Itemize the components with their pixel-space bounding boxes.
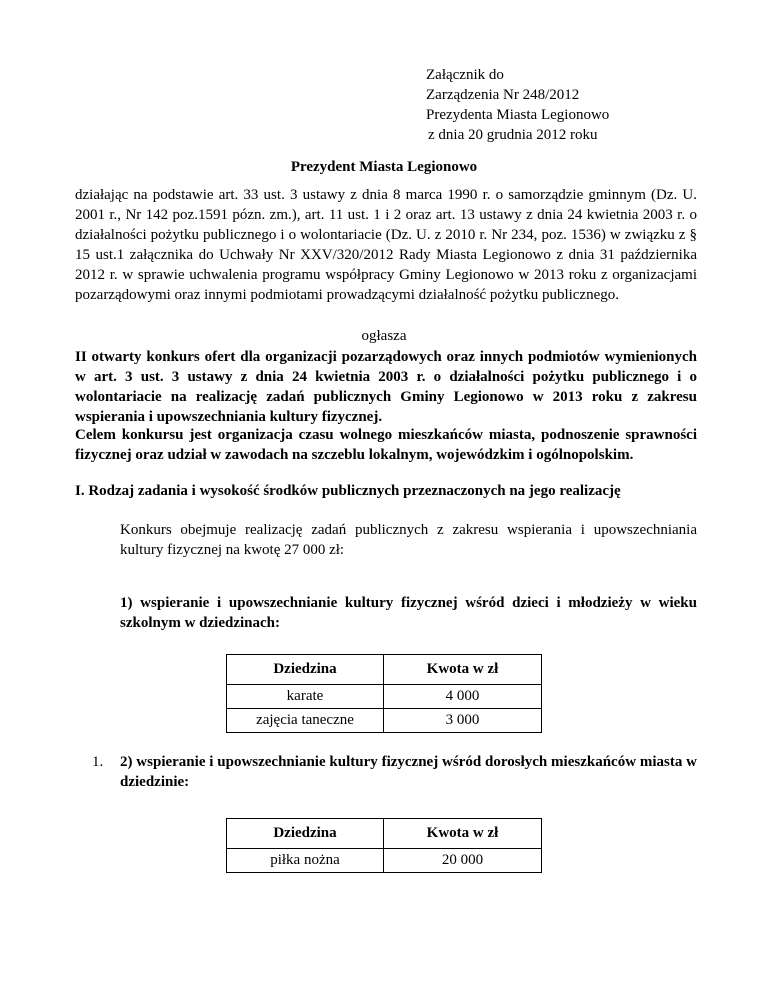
table-row	[227, 685, 542, 709]
table-row	[227, 709, 542, 733]
table-cell-field: piłka nożna	[227, 849, 384, 873]
task-2-heading: 2) wspieranie i upowszechnianie kultury fizycznej wśród dorosłych mieszkańców miasta w dziedzinie:	[120, 754, 697, 790]
goal-paragraph: Celem konkursu jest organizacja czasu wolnego mieszkańców miasta, podnoszenie sprawności fizycznej oraz udział w zawodach na szczeblu lokalnym, wojewódzkim i ogólnopolskim.	[75, 427, 697, 463]
table-cell-field: karate	[227, 685, 384, 709]
table-cell-field: zajęcia taneczne	[227, 709, 384, 733]
table-adult-fields	[226, 818, 542, 873]
table-header-row	[227, 655, 542, 685]
table-header-field: Dziedzina	[227, 819, 384, 849]
table-header-amount: Kwota w zł	[384, 819, 542, 849]
table-header-field: Dziedzina	[227, 655, 384, 685]
table-cell-amount: 20 000	[384, 849, 542, 873]
scope-paragraph: Konkurs obejmuje realizację zadań publicznych z zakresu wspierania i upowszechniania kultury fizycznej na kwotę 27 000 zł:	[120, 522, 697, 558]
task-2-list-number: 1.	[92, 754, 104, 770]
table-youth-fields	[226, 654, 542, 733]
section-1-heading: I. Rodzaj zadania i wysokość środków publicznych przeznaczonych na jego realizację	[75, 483, 621, 499]
table-cell-amount: 4 000	[384, 685, 542, 709]
table-header-row	[227, 819, 542, 849]
annex-line-2: Zarządzenia Nr 248/2012	[426, 87, 580, 103]
task-1-heading: 1) wspieranie i upowszechnianie kultury fizycznej wśród dzieci i młodzieży w wieku szkolnym w dziedzinach:	[120, 595, 697, 631]
table-header-amount: Kwota w zł	[384, 655, 542, 685]
contest-paragraph: II otwarty konkurs ofert dla organizacji pozarządowych oraz innych podmiotów wymienionych w art. 3 ust. 3 ustawy z dnia 24 kwietnia 2003 r. o działalności pożytku publicznego i o wolontariacie na realizację zadań publicznych Gminy Legionowo w 2013 roku z zakresu wspierania i upowszechniania kultury fizycznej.	[75, 349, 697, 425]
table-row	[227, 849, 542, 873]
annex-line-1: Załącznik do	[426, 67, 504, 83]
annex-header	[426, 65, 609, 145]
document-title: Prezydent Miasta Legionowo	[290, 159, 478, 175]
annex-line-3: Prezydenta Miasta Legionowo	[426, 107, 610, 123]
announces-word: ogłasza	[361, 328, 407, 344]
annex-line-4: z dnia 20 grudnia 2012 roku	[428, 127, 598, 143]
preamble-paragraph: działając na podstawie art. 33 ust. 3 ustawy z dnia 8 marca 1990 r. o samorządzie gminnym (Dz. U. 2001 r., Nr 142 poz.1591 pózn. zm.), art. 11 ust. 1 i 2 oraz art. 13 ustawy z dnia 24 kwietnia 2003 r. o działalności pożytku publicznego i o wolontariacie (Dz. U. z 2010 r. Nr 234, poz. 1536) w związku z § 15 ust.1 załącznika do Uchwały Nr XXV/320/2012 Rady Miasta Legionowo z dnia 31 października 2012 r. w sprawie uchwalenia programu współpracy Gminy Legionowo w 2013 roku z organizacjami pozarządowymi oraz innymi podmiotami prowadzącymi działalność pożytku publicznego.	[75, 187, 697, 303]
table-cell-amount: 3 000	[384, 709, 542, 733]
